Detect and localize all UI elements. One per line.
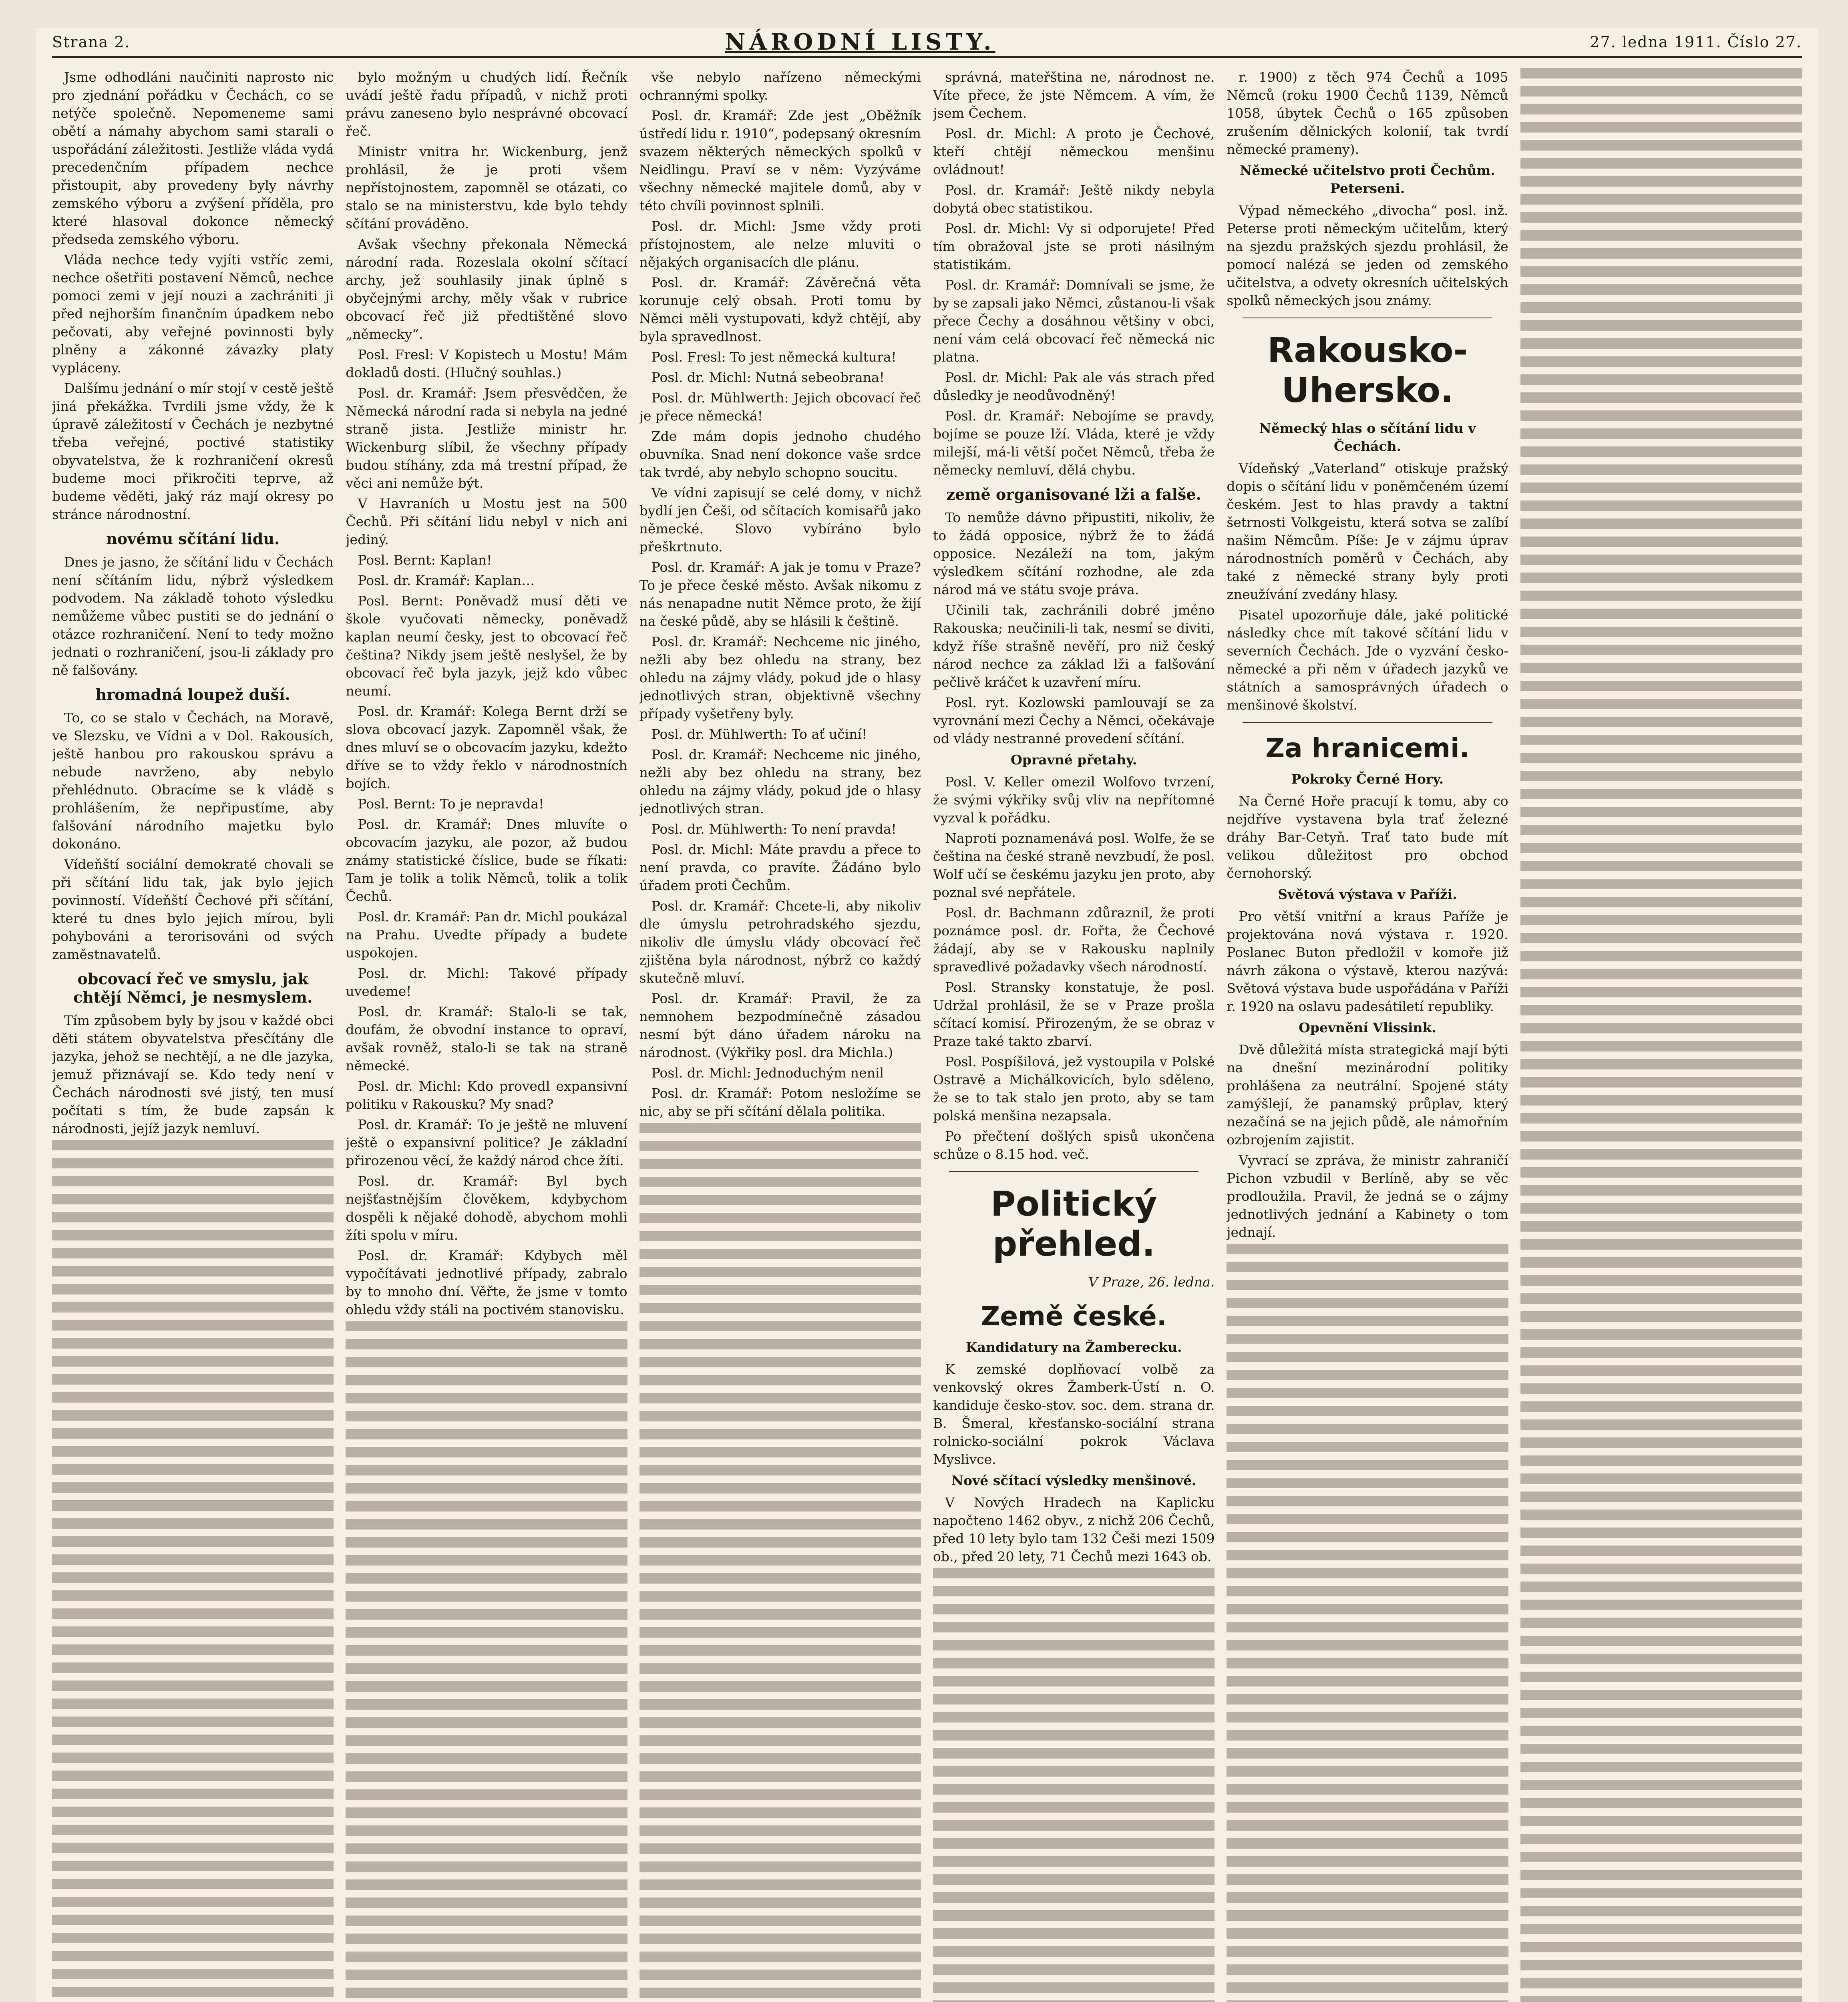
paragraph: Posl. dr. Kramář: A jak je tomu v Praze? To je přece české město. Avšak nikomu z nás nenapadne nutit Němce proto, že žijí na české půdě, aby se hlásili k češtině. [639,559,921,629]
paragraph: Naproti poznamenává posl. Wolfe, že se čeština na české straně nevzbudí, že posl. Wolf učí se českému jazyku jen proto, aby poznal své nepřátele. [933,830,1215,900]
paragraph: Posl. Bernt: Poněvadž musí děti ve škole vyučovati německy, poněvadž kaplan neumí česky, jest to obcovací řeč čeština? Nikdy jsem ještě neslyšel, že by obcovací řeč byla jazyk, jejž kdo vůbec neumí. [346,593,627,699]
section-heading: obcovací řeč ve smyslu, jak chtějí Němci, je nesmyslem. [73,970,313,1006]
paragraph: Po přečtení došlých spisů ukončena schůze o 8.15 hod. več. [933,1128,1215,1162]
newspaper-title: NÁRODNÍ LISTY. [725,29,995,55]
paragraph: Posl. dr. Kramář: Ještě nikdy nebyla dobytá obec statistikou. [933,182,1215,216]
paragraph: Posl. Fresl: V Kopistech u Mostu! Mám dokladů dosti. (Hlučný souhlas.) [346,347,627,380]
section-divider [949,1171,1198,1172]
newspaper-page [36,28,1818,2002]
paragraph: Zde mám dopis jednoho chudého obuvníka. Snad není dokonce vaše srdce tak tvrdé, aby nebylo schopno soucitu. [639,428,921,480]
paragraph: Posl. dr. Kramář: Kdybych měl vypočítávati jednotlivé případy, zabralo by to mnoho dní. Věřte, že jsme v tomto ohledu vždy stáli na poctivém stanovisku. [346,1248,627,1317]
paragraph: Posl. Fresl: To jest německá kultura! [651,349,897,365]
paragraph: Dnes je jasno, že sčítání lidu v Čechách není sčítáním lidu, nýbrž výsledkem podvodem. Na základě tohoto výsledku nemůžeme vůbec pustiti se do jednání o otázce rozhraničení. Není to tedy možno jednati o rozhraničení, jsou-li základy pro ně falšovány. [52,554,334,678]
paragraph: Ve vídni zapisují se celé domy, v nichž bydlí jen Češi, od sčítacích komisařů jako německé. Slovo vybíráno bylo přeškrtnuto. [639,485,921,555]
paragraph: Posl. dr. Kramář: Jsem přesvědčen, že Německá národní rada si nebyla na jedné straně jista. Jestliže ministr hr. Wickenburg slíbil, že všechny případy budou stíhány, zda má trestní případ, že věci ani nemůže být. [346,385,627,491]
paragraph: Posl. dr. Kramář: Nebojíme se pravdy, bojíme se pouze lží. Vláda, které je vždy milejší, má-li větší počet Němců, třeba že německy nemluví, dělá chybu. [933,408,1215,478]
paragraph: Posl. dr. Mühlwerth: To ať učiní! [651,726,867,742]
issue-date: 27. ledna 1911. Číslo 27. [1590,33,1802,51]
paragraph: Posl. dr. Bachmann zdůraznil, že proti poznámce posl. dr. Fořta, že Čechové žádají, aby se v Rakousku naplnily spravedlivé požadavky všech národností. [933,905,1215,975]
column-2 [346,68,627,2002]
paragraph: Učinili tak, zachránili dobré jméno Rakouska; neučinili-li tak, nesmí se diviti, když říše strašně nevěří, pro niž český národ nechce za základ lži a falšování pečlivě kráčet k uzavření míru. [933,602,1215,690]
paragraph: Posl. dr. Mühlwerth: Jejich obcovací řeč je přece německá! [639,390,921,424]
text-continuation [346,1321,627,2002]
paragraph: K zemské doplňovací volbě za venkovský okres Žamberk-Ústí n. O. kandiduje česko-stov. soc. dem. strana dr. B. Šmeral, křesťansko-sociální strana rolnicko-sociální pokrok Václava Myslivce. [933,1361,1215,1467]
paragraph: Posl. dr. Michl: Takové případy uvedeme! [346,965,627,999]
paragraph: Posl. dr. Michl: Vy si odporujete! Před tím obražoval jste se proti násilným statistikám. [933,221,1215,272]
paragraph: Posl. dr. Kramář: Zde jest „Oběžník ústředí lidu r. 1910“, podepsaný okresním svazem některých německých spolků v Neidlingu. Praví se v něm: Vyzýváme všechny německé majitele domů, aby v této chvíli povinnost splnili. [639,108,921,213]
section-divider [1243,722,1492,723]
paragraph: Posl. Stransky konstatuje, že posl. Udržal prohlásil, že se v Praze prošla sčítací komisí. Přirozeným, že se obraz v Praze také takto zbarví. [933,979,1215,1049]
section-subheading: Světová výstava v Paříži. [1278,886,1457,902]
paragraph: Vláda nechce tedy vyjíti vstříc zemi, nechce ošetřiti postavení Němců, nechce pomoci zemi v její nouzi a zachrániti ji před nejhorším finančním úpadkem nebo pečovati, aby veřejné povinnosti byly plněny a zákonné závazky platy vypláceny. [52,252,334,376]
dateline: V Praze, 26. ledna. [1088,1274,1215,1290]
page-header [52,28,1802,58]
paragraph: Posl. dr. Kramář: Kaplan… [358,573,535,588]
column-3 [639,68,921,2002]
paragraph: Posl. dr. Michl: A proto je Čechové, kteří chtějí německou menšinu ovládnout! [933,126,1215,177]
paragraph: Posl. dr. Mühlwerth: To není pravda! [651,821,897,837]
column-5 [1227,68,1508,2002]
paragraph: Výpad německého „divocha“ posl. inž. Peterse proti německým učitelům, který na sjezdu pražských sjezdu prohlásil, že pomocí nalézá se jeden od zemského učitelstva, a odvety okresních učitelských spolků německých jsou známy. [1227,203,1508,308]
paragraph: Posl. V. Keller omezil Wolfovo tvrzení, že svými výkřiky svůj vliv na nepřítomné vyzval k pořádku. [933,774,1215,826]
paragraph: Posl. dr. Kramář: Stalo-li se tak, doufám, že obvodní instance to opraví, avšak rovněž, stalo-li se tak na straně německé. [346,1004,627,1073]
paragraph: Posl. dr. Kramář: Nechceme nic jiného, nežli aby bez ohledu na strany, bez ohledu na zájmy vlády, pokud jde o hlasy jednotlivých stran. [639,747,921,816]
paragraph: Vídeňští sociální demokraté chovali se při sčítání lidu tak, jak bylo jejich povinností. Vídeňští Čechové při sčítání, které tu dnes bylo jejich mírou, byli pohybováni a terorisováni od svých zaměstnavatelů. [52,856,334,962]
paragraph: Posl. dr. Michl: Nutná sebeobrana! [651,370,885,385]
column-4 [933,68,1215,2002]
paragraph: Jsme odhodláni naučiniti naprosto nic pro zjednání pořádku v Čechách, co se netýče společně. Nepomeneme sami obětí a námahy abychom sami starali o uspořádání záležitosti. Jestliže vláda vydá precedenčním případem nechce přistoupit, aby provedeny byly návrhy zemského výboru a zvýšení příděla, pro které hlasoval dokonce německý předseda zemského výboru. [52,69,334,247]
section-subheading: Pokroky Černé Hory. [1291,771,1444,787]
paragraph: Posl. dr. Kramář: Potom nesložíme se nic, aby se při sčítání dělala politika. [639,1085,921,1119]
paragraph: Vyvrací se zpráva, že ministr zahraničí Pichon vzbudil v Berlíně, aby se věc prodloužila. Pravil, že jedná se o zájmy jednotlivých jednání a Kabinety o tom jednají. [1227,1152,1508,1240]
paragraph: vše nebylo nařízeno německými ochrannými spolky. [639,69,921,103]
text-continuation [933,1568,1215,2002]
paragraph: Avšak všechny překonala Německá národní rada. Rozeslala okolní sčítací archy, jež souhlasily jinak úplně s obyčejnými archy, měly však v rubrice obcovací řeč již předtištěné slovo „německy“. [346,236,627,342]
paragraph: Posl. dr. Michl: Jednoduchým nenil [651,1065,884,1081]
section-heading: země organisované lži a falše. [946,485,1201,503]
paragraph: Posl. dr. Kramář: Pan dr. Michl poukázal na Prahu. Uvedte případy a budete uspokojen. [346,909,627,961]
paragraph: Posl. dr. Kramář: Dnes mluvíte o obcovacím jazyku, ale pozor, až budou známy statistické číslice, bude se říkati: Tam je tolik a tolik Němců, tolik a tolik Čechů. [346,816,627,904]
paragraph: V Havraních u Mostu jest na 500 Čechů. Při sčítání lidu nebyl v nich ani jediný. [346,496,627,547]
paragraph: r. 1900) z těch 974 Čechů a 1095 Němců (roku 1900 Čechů 1139, Němců 1058, úbytek Čechů o 165 způsoben zrušením dělnických kolonií, tak tvrdí německé prameny). [1227,69,1508,157]
paragraph: Tím způsobem byly by jsou v každé obci děti státem obyvatelstva přesčítány dle jazyka, jehož se nechtějí, a ne dle jazyka, jemuž přiznávají se. Kdo tedy není v Čechách národnosti své jistý, ten musí počítati s tím, že bude zapsán k národnosti, jejíž jazyk nemluví. [52,1013,334,1136]
paragraph: Posl. dr. Kramář: To je ještě ne mluvení ještě o expansivní politice? Je základní přirozenou věcí, že každý národ chce žíti. [346,1117,627,1168]
paragraph: bylo možným u chudých lidí. Řečník uvádí ještě řadu případů, v nichž proti právu zaneseno bylo nesprávné obcovací řeč. [346,69,627,139]
text-continuation [52,1140,334,2002]
paragraph: To nemůže dávno připustiti, nikoliv, že to žádá opposice, nýbrž že to žádá opposice. Nezáleží na tom, jakým výsledkem sčítání rozhodne, ale zda národ má ve státu svoje práva. [933,510,1215,597]
paragraph: Posl. dr. Kramář: Nechceme nic jiného, nežli aby bez ohledu na strany, bez ohledu na zájmy vlády, pokud jde o hlasy jednotlivých stran, objektivně všechny případy vyšetřeny byly. [639,634,921,722]
paragraph: Dvě důležitá místa strategická mají býti na dnešní mezinárodní politiky prohlášena za neutrální. Spojené státy zamýšlejí, že panamský průplav, který nezačíná se na jejich půdě, ale námořním ozbrojením zajistit. [1227,1042,1508,1148]
paragraph: Posl. dr. Michl: Máte pravdu a přece to není pravda, co pravíte. Žádáno bylo úřadem proti Čechům. [639,842,921,893]
section-title: Rakousko-Uhersko. [1267,330,1468,410]
section-subheading: Německé učitelstvo proti Čechům. Peterseni. [1240,163,1495,196]
section-subheading: Kandidatury na Žamberecku. [965,1339,1182,1355]
article-columns [52,68,1802,2002]
paragraph: Dalšímu jednání o mír stojí v cestě ještě jiná překážka. Tvrdili jsme vždy, že k úpravě záležitostí v Čechách je nezbytné třeba veřejné, poctivé statistiky obyvatelstva, že k rozhraničení okresů budeme moci přikročiti teprve, až budeme věděti, jaký ráz mají okresy po stránce národnostní. [52,380,334,522]
section-title: Za hranicemi. [1265,733,1470,764]
paragraph: Posl. dr. Kramář: Závěrečná věta korunuje celý obsah. Proti tomu by Němci měli vystupovati, když chtějí, aby byla spravedlnost. [639,275,921,344]
paragraph: Posl. Bernt: To je nepravda! [358,796,544,812]
paragraph: Ministr vnitra hr. Wickenburg, jenž prohlásil, že je proti všem nepřístojnostem, zapomněl se otázati, co stalo se na ministerstvu, kde bylo tehdy sčítání prováděno. [346,144,627,231]
text-continuation [639,1123,921,2002]
paragraph: Posl. dr. Michl: Kdo provedl expansivní politiku v Rakousku? My snad? [346,1078,627,1112]
text-continuation [1520,68,1802,2002]
text-continuation [1227,1244,1508,2002]
section-subheading: Německý hlas o sčítání lidu v Čechách. [1259,420,1476,454]
column-6 [1520,68,1802,2002]
section-heading: hromadná loupež duší. [95,685,290,704]
paragraph: Posl. dr. Kramář: Chcete-li, aby nikoliv dle úmyslu petrohradského sjezdu, nikoliv dle úmyslu vlády obcovací řeč zjištěna byla národnost, nýbrž co každý skutečně mluví. [639,898,921,986]
section-subheading: Opevnění Vlissink. [1299,1020,1436,1035]
paragraph: Posl. dr. Kramář: Pravil, že za nemnohem bezpodmínečně zásadou nesmí být dáno úřadem nároku na národnost. (Výkřiky posl. dra Michla.) [639,991,921,1060]
paragraph: Posl. dr. Michl: Pak ale vás strach před důsledky je neodůvodněný! [933,370,1215,403]
page-number: Strana 2. [52,33,131,51]
paragraph: Posl. dr. Kramář: Domnívali se jsme, že by se zapsali jako Němci, zůstanou-li však přece Čechy a dosáhnou většiny v obci, není vám celá obcovací řeč německá nic platna. [933,277,1215,365]
section-heading: Země české. [981,1301,1167,1332]
paragraph: správná, mateřština ne, národnost ne. Víte přece, že jste Němcem. A vím, že jsem Čechem. [933,69,1215,121]
paragraph: Posl. ryt. Kozlowski pamlouvají se za vyrovnání mezi Čechy a Němci, očekávaje od vlády nestranné provedení sčítání. [933,695,1215,746]
paragraph: Posl. dr. Kramář: Byl bych nejšťastnějším člověkem, kdybychom dospěli k nějaké dohodě, abychom mohli žíti spolu v míru. [346,1173,627,1243]
section-subheading: Opravné přetahy. [1011,752,1137,768]
column-1 [52,68,334,2002]
paragraph: To, co se stalo v Čechách, na Moravě, ve Slezsku, ve Vídni a v Dol. Rakousích, ještě hanbou pro rakouskou správu a nebude navrženo, aby nebylo přehlédnuto. Obracíme se k vládě s prohlášením, že nepřipustíme, aby falšování národního majetku bylo dokonáno. [52,710,334,852]
paragraph: Na Černé Hoře pracují k tomu, aby co nejdříve vystavena byla trať železné dráhy Bar-Cetyň. Trať tato bude mít velikou důležitost pro obchod černohorský. [1227,793,1508,881]
paragraph: Pisatel upozorňuje dále, jaké politické následky chce mít takové sčítání lidu v severních Čechách. Jde o vyzvání česko-německé a při něm v úřadech jazyků ve státních a samosprávných úřadech o menšinové školství. [1227,607,1508,713]
paragraph: Posl. Bernt: Kaplan! [358,552,492,568]
paragraph: Posl. dr. Kramář: Kolega Bernt drží se slova obcovací jazyk. Zapomněl však, že dnes mluví se o obcovacím jazyku, kdežto dříve se to vždy řeklo v národnostních bojích. [346,704,627,791]
paragraph: Posl. dr. Michl: Jsme vždy proti přístojnostem, ale nelze mluviti o nějakých organisacích dle plánu. [639,218,921,270]
paragraph: Vídeňský „Vaterland“ otiskuje pražský dopis o sčítání lidu v poněmčeném území českém. Jest to hlas pravdy a taktní šetrnosti Volkgeistu, která sotva se zalíbí našim Němcům. Píše: Je v zájmu úprav národnostních poměrů v Čechách, aby také z německé strany byly proti zneužívání zvedány hlasy. [1227,460,1508,602]
section-title: Politický přehled. [990,1184,1157,1264]
paragraph: Posl. Pospíšilová, jež vystoupila v Polské Ostravě a Michálkovicích, bylo sděleno, že se to tak stalo jen proto, aby se tam polská menšina nezapsala. [933,1054,1215,1124]
section-subheading: Nové sčítací výsledky menšinové. [951,1473,1196,1488]
paragraph: V Nových Hradech na Kaplicku napočteno 1462 obyv., z nichž 206 Čechů, před 10 lety bylo tam 132 Češi mezi 1509 ob., před 20 lety, 71 Čechů mezi 1643 ob. [933,1495,1215,1564]
section-heading: novému sčítání lidu. [106,530,280,548]
paragraph: Pro větší vnitřní a kraus Paříže je projektována nová výstava r. 1920. Poslanec Buton předložil v komoře již návrh zákona o výstavě, kterou nazývá: Světová výstava bude uspořádána v Paříži r. 1920 na oslavu padesátiletí republiky. [1227,909,1508,1014]
